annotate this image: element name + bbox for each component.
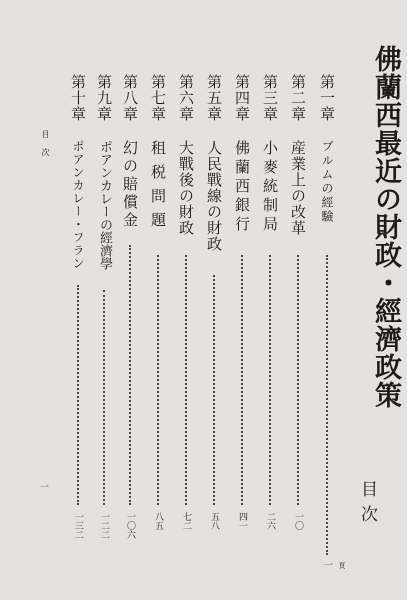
chapter-label: 第七章 <box>149 74 167 122</box>
leader-dots <box>103 290 107 505</box>
page-number: 一三二 <box>73 512 83 539</box>
page-number: 五八 <box>209 512 219 530</box>
leader-dots <box>297 255 301 505</box>
chapter-label: 第十章 <box>69 74 87 122</box>
page-number: 一〇六 <box>125 512 135 539</box>
folio-number: 一 <box>38 482 48 491</box>
running-head: 目次 <box>41 130 50 166</box>
leader-dots <box>77 285 81 505</box>
leader-dots <box>129 245 133 505</box>
chapter-title: 産業上の改革 <box>289 140 307 236</box>
page-number: 四一 <box>237 512 247 530</box>
chapter-label: 第一章 <box>318 74 336 122</box>
chapter-title: ポアンカレー・フラン <box>71 140 85 270</box>
book-title: 佛蘭西最近の財政・經濟政策 <box>370 45 401 409</box>
chapter-title: 租税問題 <box>149 140 167 236</box>
leader-dots <box>326 255 330 555</box>
chapter-title: ブルムの經驗 <box>320 140 334 224</box>
page-number: 一〇 <box>293 512 303 530</box>
page-number: 一 <box>322 560 332 569</box>
chapter-label: 第九章 <box>95 74 113 122</box>
leader-dots <box>213 275 217 505</box>
leader-dots <box>269 255 273 505</box>
page-number: 七二 <box>181 512 191 530</box>
chapter-title: 大戰後の財政 <box>177 140 195 236</box>
leader-dots <box>157 255 161 505</box>
chapter-title: ポアンカレーの經濟學 <box>97 140 112 270</box>
chapter-label: 第二章 <box>289 74 307 122</box>
chapter-title: 幻の賠償金 <box>121 140 139 230</box>
toc-heading: 目次 <box>357 480 377 530</box>
leader-dots <box>185 255 189 505</box>
leader-dots <box>241 255 245 505</box>
page-number: 八五 <box>153 512 163 530</box>
page-unit: 頁 <box>338 562 346 569</box>
chapter-title: 小麥統制局 <box>261 140 279 235</box>
chapter-title: 佛蘭西銀行 <box>233 140 251 235</box>
chapter-label: 第五章 <box>205 74 223 122</box>
chapter-title: 人民戰線の財政 <box>205 140 223 252</box>
chapter-label: 第八章 <box>121 74 139 122</box>
page-number: 一二二 <box>99 512 109 539</box>
page-number: 二六 <box>265 512 275 530</box>
chapter-label: 第四章 <box>233 74 251 122</box>
chapter-label: 第六章 <box>177 74 195 122</box>
chapter-label: 第三章 <box>261 74 279 122</box>
